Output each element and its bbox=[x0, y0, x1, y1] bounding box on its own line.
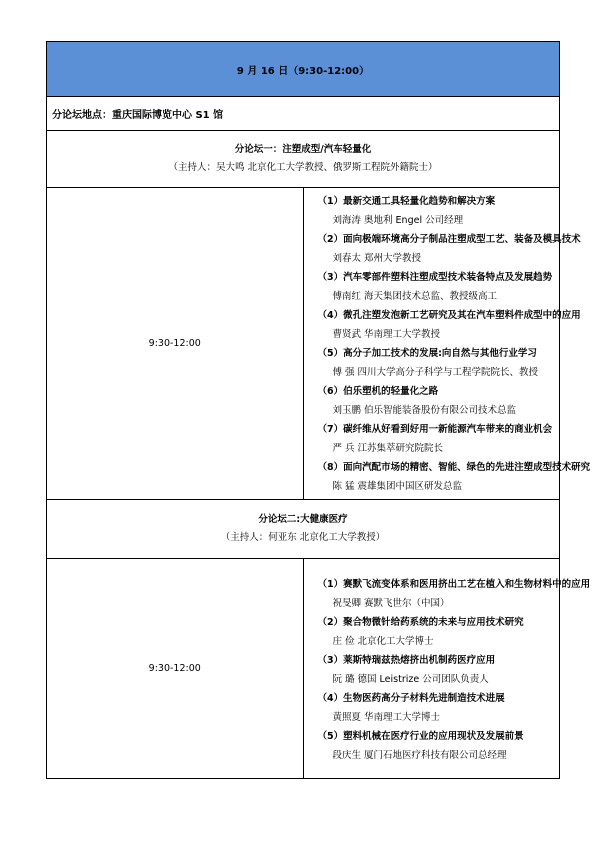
talk-item bbox=[317, 230, 581, 268]
talk-item bbox=[318, 268, 560, 306]
talk-speaker: 阮 璐 德国 Leistrize 公司团队负责人 bbox=[332, 674, 489, 685]
talk-title: （1）赛默飞流变体系和医用挤出工艺在植入和生物材料中的应用 bbox=[317, 579, 591, 590]
talk-title: （1）最新交通工具轻量化趋势和解决方案 bbox=[317, 196, 496, 207]
talk-speaker: 曹贤武 华南理工大学教授 bbox=[332, 329, 441, 340]
forum-1-header bbox=[47, 131, 560, 188]
talk-item bbox=[318, 689, 560, 727]
talk-title: （3）莱斯特瑞兹热熔挤出机制药医疗应用 bbox=[317, 655, 496, 666]
talk-speaker: 严 兵 江苏集萃研究院院长 bbox=[332, 443, 444, 454]
talk-speaker: 刘海涛 奥地利 Engel 公司经理 bbox=[332, 215, 464, 226]
talk-item bbox=[318, 382, 560, 420]
talk-speaker: 段庆生 厦门石地医疗科技有限公司总经理 bbox=[332, 750, 507, 761]
talk-item bbox=[318, 613, 560, 651]
talk-title: （4）微孔注塑发泡新工艺研究及其在汽车塑料件成型中的应用 bbox=[317, 310, 581, 321]
talk-speaker: 陈 猛 震雄集团中国区研发总监 bbox=[332, 481, 463, 492]
talk-speaker: 刘春太 郑州大学教授 bbox=[332, 253, 422, 264]
talk-speaker: 傅 强 四川大学高分子科学与工程学院院长、教授 bbox=[332, 367, 539, 378]
talk-item bbox=[317, 458, 591, 496]
talk-item bbox=[318, 420, 560, 458]
talk-item bbox=[318, 192, 560, 230]
forum-1-title: 分论坛一：注塑成型/汽车轻量化 bbox=[234, 144, 372, 155]
forum-2-title: 分论坛二:大健康医疗 bbox=[258, 514, 348, 525]
talk-title: （3）汽车零部件塑料注塑成型技术装备特点及发展趋势 bbox=[317, 272, 553, 283]
talk-item bbox=[317, 306, 581, 344]
talk-speaker: 傅南红 海天集团技术总监、教授级高工 bbox=[332, 291, 498, 302]
forum-1-host: （主持人：吴大鸣 北京化工大学教授、俄罗斯工程院外籍院士） bbox=[168, 162, 438, 173]
talk-speaker: 黄照夏 华南理工大学博士 bbox=[332, 712, 441, 723]
talk-item bbox=[318, 651, 560, 689]
forum-2-header bbox=[47, 500, 560, 559]
talk-title: （5）塑料机械在医疗行业的应用现状及发展前景 bbox=[317, 731, 524, 742]
forum-2-host: （主持人：何亚东 北京化工大学教授） bbox=[220, 532, 386, 543]
forum-1-talks bbox=[303, 188, 591, 500]
talk-title: （6）伯乐塑机的轻量化之路 bbox=[317, 386, 439, 397]
talk-title: （4）生物医药高分子材料先进制造技术进展 bbox=[317, 693, 505, 704]
talk-title: （2）聚合物微针给药系统的未来与应用技术研究 bbox=[317, 617, 524, 628]
venue-label: 分论坛地点：重庆国际博览中心 S1 馆 bbox=[47, 97, 560, 131]
talk-title: （7）碳纤维从好看到好用一新能源汽车带来的商业机会 bbox=[317, 424, 553, 435]
talk-item bbox=[317, 575, 591, 613]
talk-title: （2）面向极端环境高分子制品注塑成型工艺、装备及模具技术 bbox=[317, 234, 581, 245]
talk-speaker: 祝旻卿 赛默飞世尔（中国） bbox=[332, 598, 450, 609]
talk-title: （8）面向汽配市场的精密、智能、绿色的先进注塑成型技术研究 bbox=[317, 462, 591, 473]
talk-speaker: 刘玉鹏 伯乐智能装备股份有限公司技术总监 bbox=[332, 405, 517, 416]
forum-1-time: 9:30-12:00 bbox=[47, 188, 304, 500]
talk-item bbox=[318, 344, 560, 382]
talk-item bbox=[318, 727, 560, 765]
date-time-header: 9 月 16 日（9:30-12:00） bbox=[47, 42, 560, 97]
talk-title: （5）高分子加工技术的发展:向自然与其他行业学习 bbox=[317, 348, 537, 359]
schedule-table bbox=[46, 41, 591, 779]
forum-2-talks bbox=[303, 559, 591, 779]
talk-speaker: 庄 俭 北京化工大学博士 bbox=[332, 636, 434, 647]
forum-2-time: 9:30-12:00 bbox=[47, 559, 304, 779]
